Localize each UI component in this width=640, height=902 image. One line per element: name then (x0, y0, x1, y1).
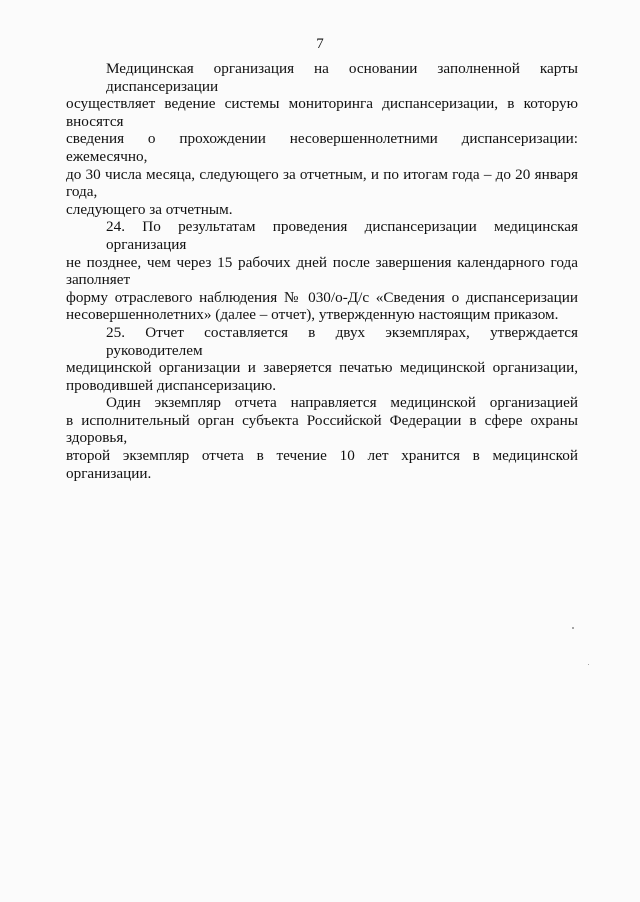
scan-speck (572, 627, 574, 629)
text-line: осуществляет ведение системы мониторинга диспансеризации, в которую вносятся (66, 95, 578, 130)
paragraph-monitoring (66, 60, 578, 218)
page-number: 7 (316, 36, 324, 52)
text-line: в исполнительный орган субъекта Российской Федерации в сфере охраны здоровья, (66, 411, 578, 447)
text-line: несовершеннолетних» (далее – отчет), утвержденную настоящим приказом. (66, 306, 559, 324)
scan-speck (588, 664, 589, 665)
paragraph-item-24 (66, 218, 578, 324)
paragraph-copies (66, 394, 578, 482)
text-line: Медицинская организация на основании заполненной карты диспансеризации (106, 60, 578, 95)
text-line: до 30 числа месяца, следующего за отчетным, и по итогам года – до 20 января года, (66, 165, 578, 201)
text-line: следующего за отчетным. (66, 200, 233, 218)
document-body (66, 60, 578, 482)
text-line: форму отраслевого наблюдения № 030/о-Д/с «Сведения о диспансеризации (66, 288, 578, 306)
text-line: Один экземпляр отчета направляется медицинской организацией (106, 394, 578, 412)
text-line: 24. По результатам проведения диспансеризации медицинская организация (106, 218, 578, 253)
text-line: проводившей диспансеризацию. (66, 376, 277, 394)
text-line: сведения о прохождении несовершеннолетними диспансеризации: ежемесячно, (66, 130, 578, 165)
paragraph-item-25 (66, 324, 578, 394)
text-line: медицинской организации и заверяется печатью медицинской организации, (66, 359, 578, 377)
text-line: не позднее, чем через 15 рабочих дней после завершения календарного года заполняет (66, 253, 578, 289)
text-line: 25. Отчет составляется в двух экземплярах, утверждается руководителем (106, 323, 578, 359)
text-line: второй экземпляр отчета в течение 10 лет хранится в медицинской организации. (66, 447, 578, 482)
